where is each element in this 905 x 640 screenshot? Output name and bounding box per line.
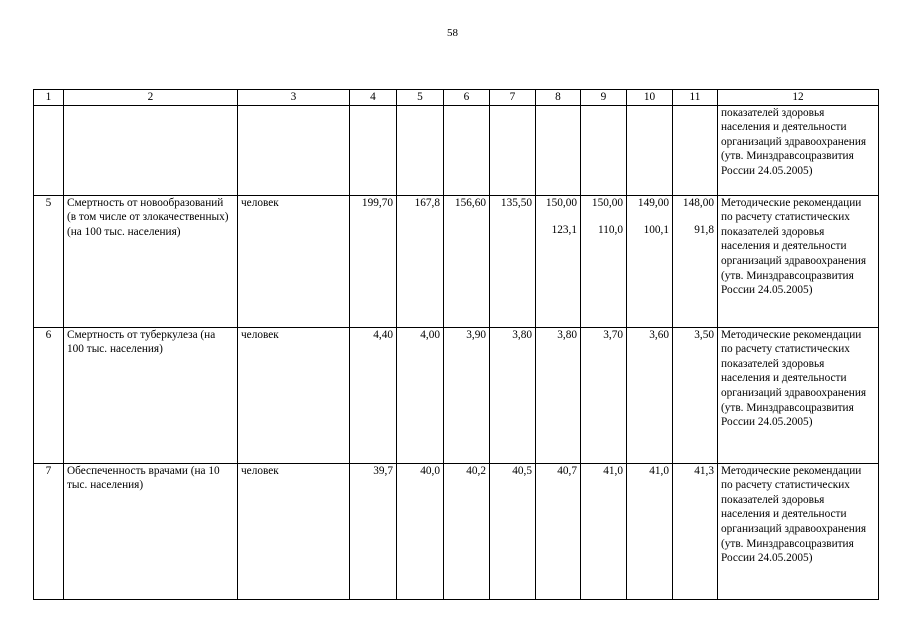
value-cell: 40,5 [490, 463, 536, 599]
value-cell: 3,60 [627, 327, 673, 463]
indicators-table [33, 89, 879, 600]
table-row [34, 463, 879, 599]
value-cell-second: 110,0 [598, 224, 623, 237]
indicator-name: Смертность от новообразований (в том числе от злокачественных) (на 100 тыс. населения) [64, 195, 238, 327]
value-cell: 40,2 [444, 463, 490, 599]
header-cell: 3 [238, 90, 350, 106]
value-cell-second: 100,1 [643, 224, 669, 237]
header-cell: 12 [718, 90, 879, 106]
value-cell-second: 123,1 [551, 224, 577, 237]
header-cell: 9 [581, 90, 627, 106]
header-cell: 7 [490, 90, 536, 106]
row-number: 5 [34, 195, 64, 327]
value-cell: 167,8 [414, 196, 440, 209]
row-number: 6 [34, 327, 64, 463]
header-cell: 11 [673, 90, 718, 106]
value-cell: 156,60 [454, 196, 486, 209]
unit-cell: человек [238, 327, 350, 463]
source-cell: Методические рекомендации по расчету статистических показателей здоровья населения и деятельности организаций здравоохранения (утв. Минздравсоцразвития России 24.05.2005) [718, 327, 879, 463]
value-cell: 3,70 [581, 327, 627, 463]
indicator-name: Обеспеченность врачами (на 10 тыс. населения) [64, 463, 238, 599]
unit-cell: человек [238, 463, 350, 599]
table-row [34, 195, 879, 327]
row-number: 7 [34, 463, 64, 599]
header-cell: 10 [627, 90, 673, 106]
source-cell: Методические рекомендации по расчету статистических показателей здоровья населения и деятельности организаций здравоохранения (утв. Минздравсоцразвития России 24.05.2005) [718, 463, 879, 599]
indicator-name: Смертность от туберкулеза (на 100 тыс. населения) [64, 327, 238, 463]
header-cell: 2 [64, 90, 238, 106]
value-cell: 41,0 [581, 463, 627, 599]
value-cell: 4,00 [397, 327, 444, 463]
header-row [34, 90, 879, 106]
header-cell: 8 [536, 90, 581, 106]
value-cell: 199,70 [361, 196, 393, 209]
value-cell-second: 91,8 [694, 224, 714, 237]
unit-cell: человек [238, 195, 350, 327]
header-cell: 6 [444, 90, 490, 106]
value-cell: 150,00 [591, 196, 623, 209]
value-cell: 39,7 [350, 463, 397, 599]
source-cell: Методические рекомендации по расчету статистических показателей здоровья населения и деятельности организаций здравоохранения (утв. Минздравсоцразвития России 24.05.2005) [718, 195, 879, 327]
source-cell: показателей здоровья населения и деятельности организаций здравоохранения (утв. Минздравсоцразвития России 24.05.2005) [718, 105, 879, 195]
value-cell: 3,80 [490, 327, 536, 463]
value-cell: 3,90 [444, 327, 490, 463]
value-cell: 150,00 [545, 196, 577, 209]
value-cell: 40,7 [536, 463, 581, 599]
value-cell: 4,40 [350, 327, 397, 463]
table-row [34, 327, 879, 463]
page-number: 58 [447, 27, 458, 39]
value-cell: 40,0 [397, 463, 444, 599]
header-cell: 1 [34, 90, 64, 106]
value-cell: 41,0 [627, 463, 673, 599]
value-cell: 41,3 [673, 463, 718, 599]
value-cell: 135,50 [500, 196, 532, 209]
value-cell: 149,00 [637, 196, 669, 209]
header-cell: 5 [397, 90, 444, 106]
value-cell: 3,80 [536, 327, 581, 463]
header-cell: 4 [350, 90, 397, 106]
value-cell: 148,00 [682, 196, 714, 209]
continuation-row [34, 105, 879, 195]
value-cell: 3,50 [673, 327, 718, 463]
